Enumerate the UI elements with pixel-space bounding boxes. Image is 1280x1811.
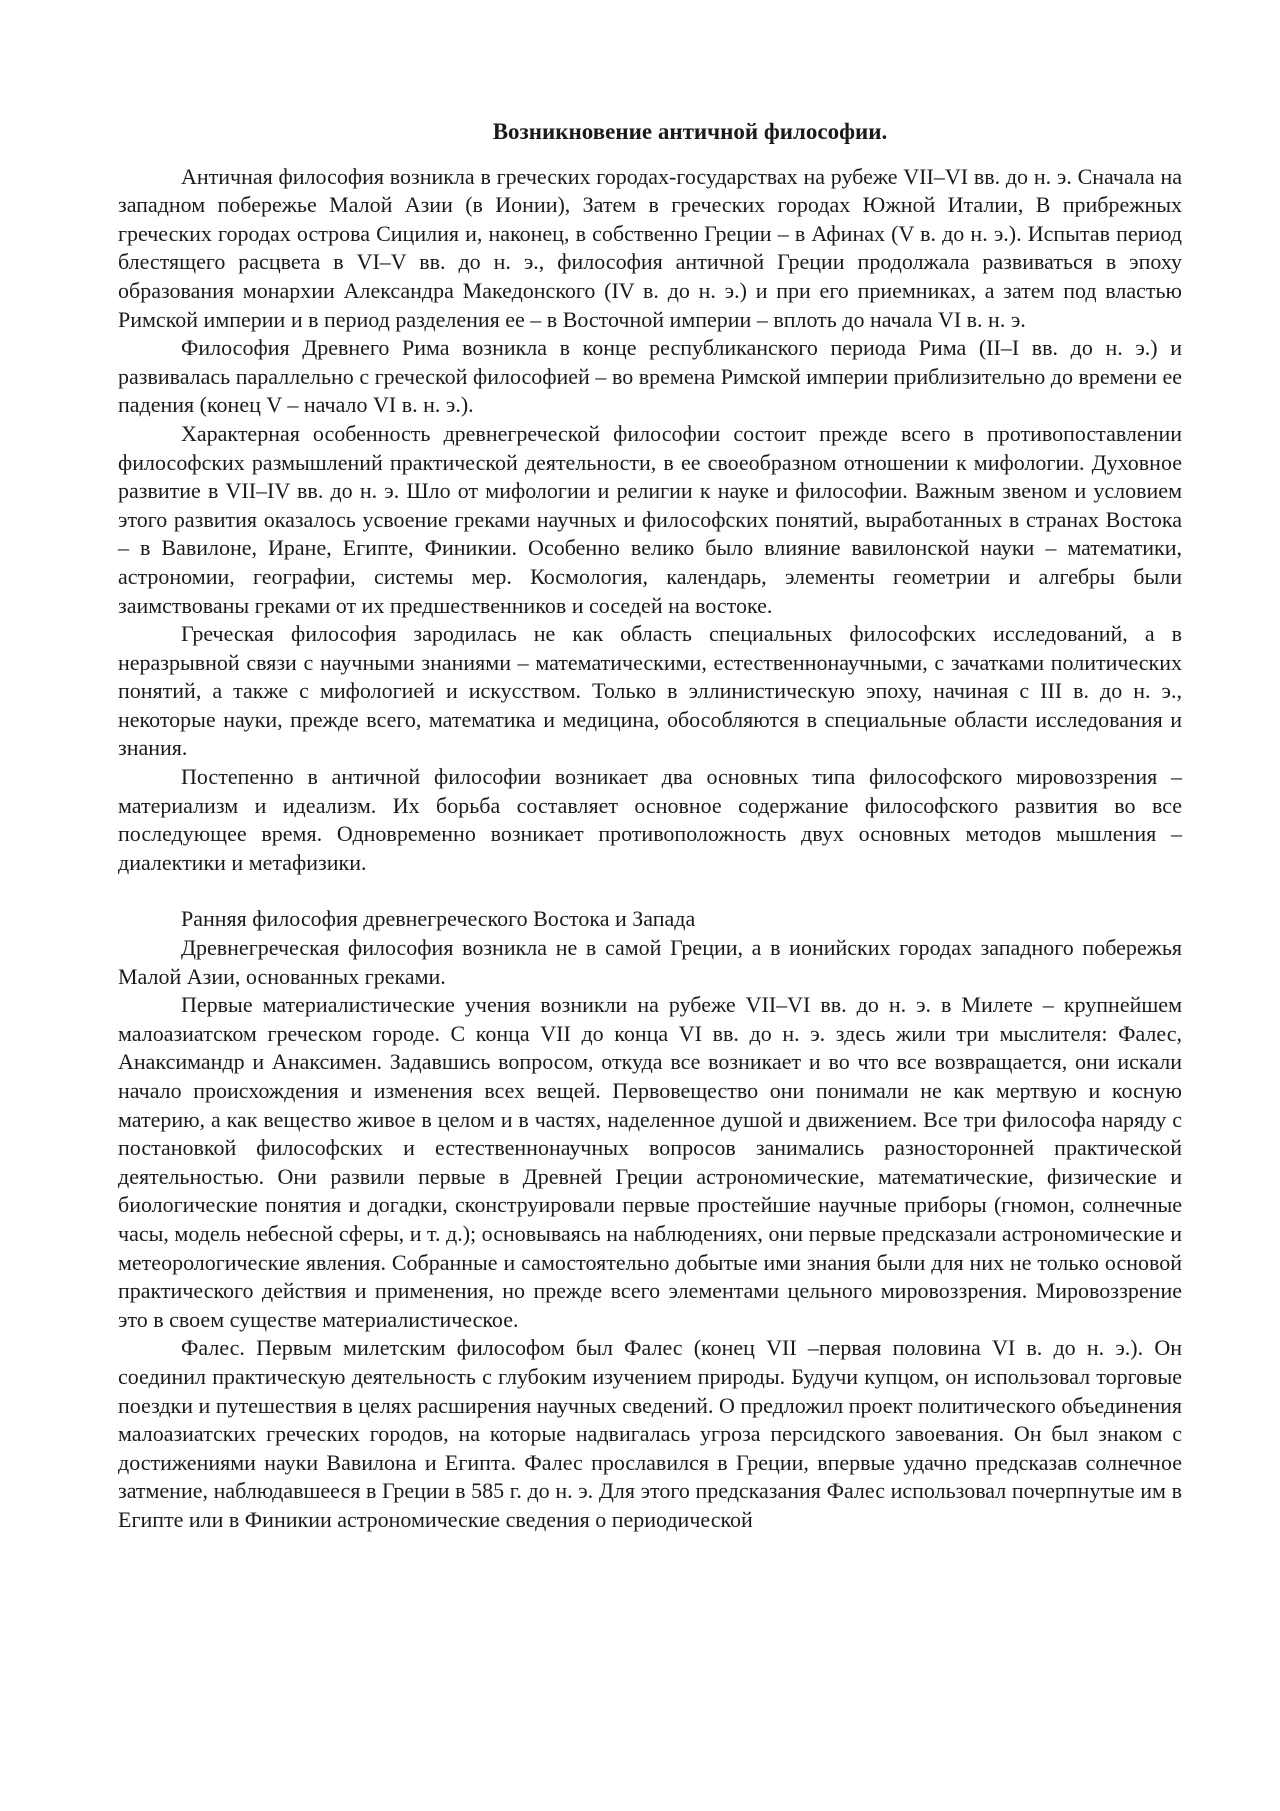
paragraph: Характерная особенность древнегреческой философии состоит прежде всего в противопоставлении философских размышлений практической деятельности, в ее своеобразном отношении к мифологии. Духовное развитие в VII–IV вв. до н. э. Шло от мифологии и религии к науке и философии. Важным звеном и условием этого развития оказалось усвоение греками научных и философских понятий, выработанных в странах Востока – в Вавилоне, Иране, Египте, Финикии. Особенно велико было влияние вавилонской науки – математики, астрономии, географии, системы мер. Космология, календарь, элементы геометрии и алгебры были заимствованы греками от их предшественников и соседей на востоке.	[118, 420, 1182, 618]
paragraph: Философия Древнего Рима возникла в конце республиканского периода Рима (II–I вв. до н. э.) и развивалась параллельно с греческой философией – во времена Римской империи приблизительно до времени ее падения (конец V – начало VI в. н. э.).	[118, 335, 1182, 418]
paragraph: Греческая философия зародилась не как область специальных философских исследований, а в неразрывной связи с научными знаниями – математическими, естественнонаучными, с зачатками политических понятий, а также с мифологией и искусством. Только в эллинистическую эпоху, начиная с III в. до н. э., некоторые науки, прежде всего, математика и медицина, обособляются в специальные области исследования и знания.	[118, 621, 1182, 761]
document-page	[118, 118, 1182, 1535]
paragraph: Первые материалистические учения возникли на рубеже VII–VI вв. до н. э. в Милете – крупнейшем малоазиатском греческом городе. С конца VII до конца VI вв. до н. э. здесь жили три мыслителя: Фалес, Анаксимандр и Анаксимен. Задавшись вопросом, откуда все возникает и во что все возвращается, они искали начало происхождения и изменения всех вещей. Первовещество они понимали не как мертвую и косную материю, а как вещество живое в целом и в частях, наделенное душой и движением. Все три философа наряду с постановкой философских и естественнонаучных вопросов занимались разносторонней практической деятельностью. Они развили первые в Древней Греции астрономические, математические, физические и биологические понятия и догадки, сконструировали первые простейшие научные приборы (гномон, солнечные часы, модель небесной сферы, и т. д.); основываясь на наблюдениях, они первые предсказали астрономические и метеорологические явления. Собранные и самостоятельно добытые ими знания были для них не только основой практического действия и применения, но прежде всего элементами цельного мировоззрения. Мировоззрение это в своем существе материалистическое.	[118, 992, 1182, 1332]
paragraph: Постепенно в античной философии возникает два основных типа философского мировоззрения – материализм и идеализм. Их борьба составляет основное содержание философского развития во все последующее время. Одновременно возникает противоположность двух основных методов мышления – диалектики и метафизики.	[118, 764, 1182, 875]
paragraph: Античная философия возникла в греческих городах-государствах на рубеже VII–VI вв. до н. э. Сначала на западном побережье Малой Азии (в Ионии), Затем в греческих городах Южной Италии, В прибрежных греческих городах острова Сицилия и, наконец, в собственно Греции – в Афинах (V в. до н. э.). Испытав период блестящего расцвета в VI–V вв. до н. э., философия античной Греции продолжала развиваться в эпоху образования монархии Александра Македонского (IV в. до н. э.) и при его приемниках, а затем под властью Римской империи и в период разделения ее – в Восточной империи – вплоть до начала VI в. н. э.	[118, 163, 1182, 332]
paragraph: Древнегреческая философия возникла не в самой Греции, а в ионийских городах западного побережья Малой Азии, основанных греками.	[118, 935, 1182, 989]
section-spacer	[118, 877, 1182, 905]
section-heading: Ранняя философия древнегреческого Востока и Запада	[181, 906, 696, 932]
page-title: Возникновение античной философии.	[492, 119, 888, 144]
paragraph: Фалес. Первым милетским философом был Фалес (конец VII –первая половина VI в. до н. э.). Он соединил практическую деятельность с глубоким изучением природы. Будучи купцом, он использовал торговые поездки и путешествия в целях расширения научных сведений. О предложил проект политического объединения малоазиатских греческих городов, на которые надвигалась угроза персидского завоевания. Он был знаком с достижениями науки Вавилона и Египта. Фалес прославился в Греции, впервые удачно предсказав солнечное затмение, наблюдавшееся в Греции в 585 г. до н. э. Для этого предсказания Фалес использовал почерпнутые им в Египте или в Финикии астрономические сведения о периодической	[118, 1335, 1182, 1532]
